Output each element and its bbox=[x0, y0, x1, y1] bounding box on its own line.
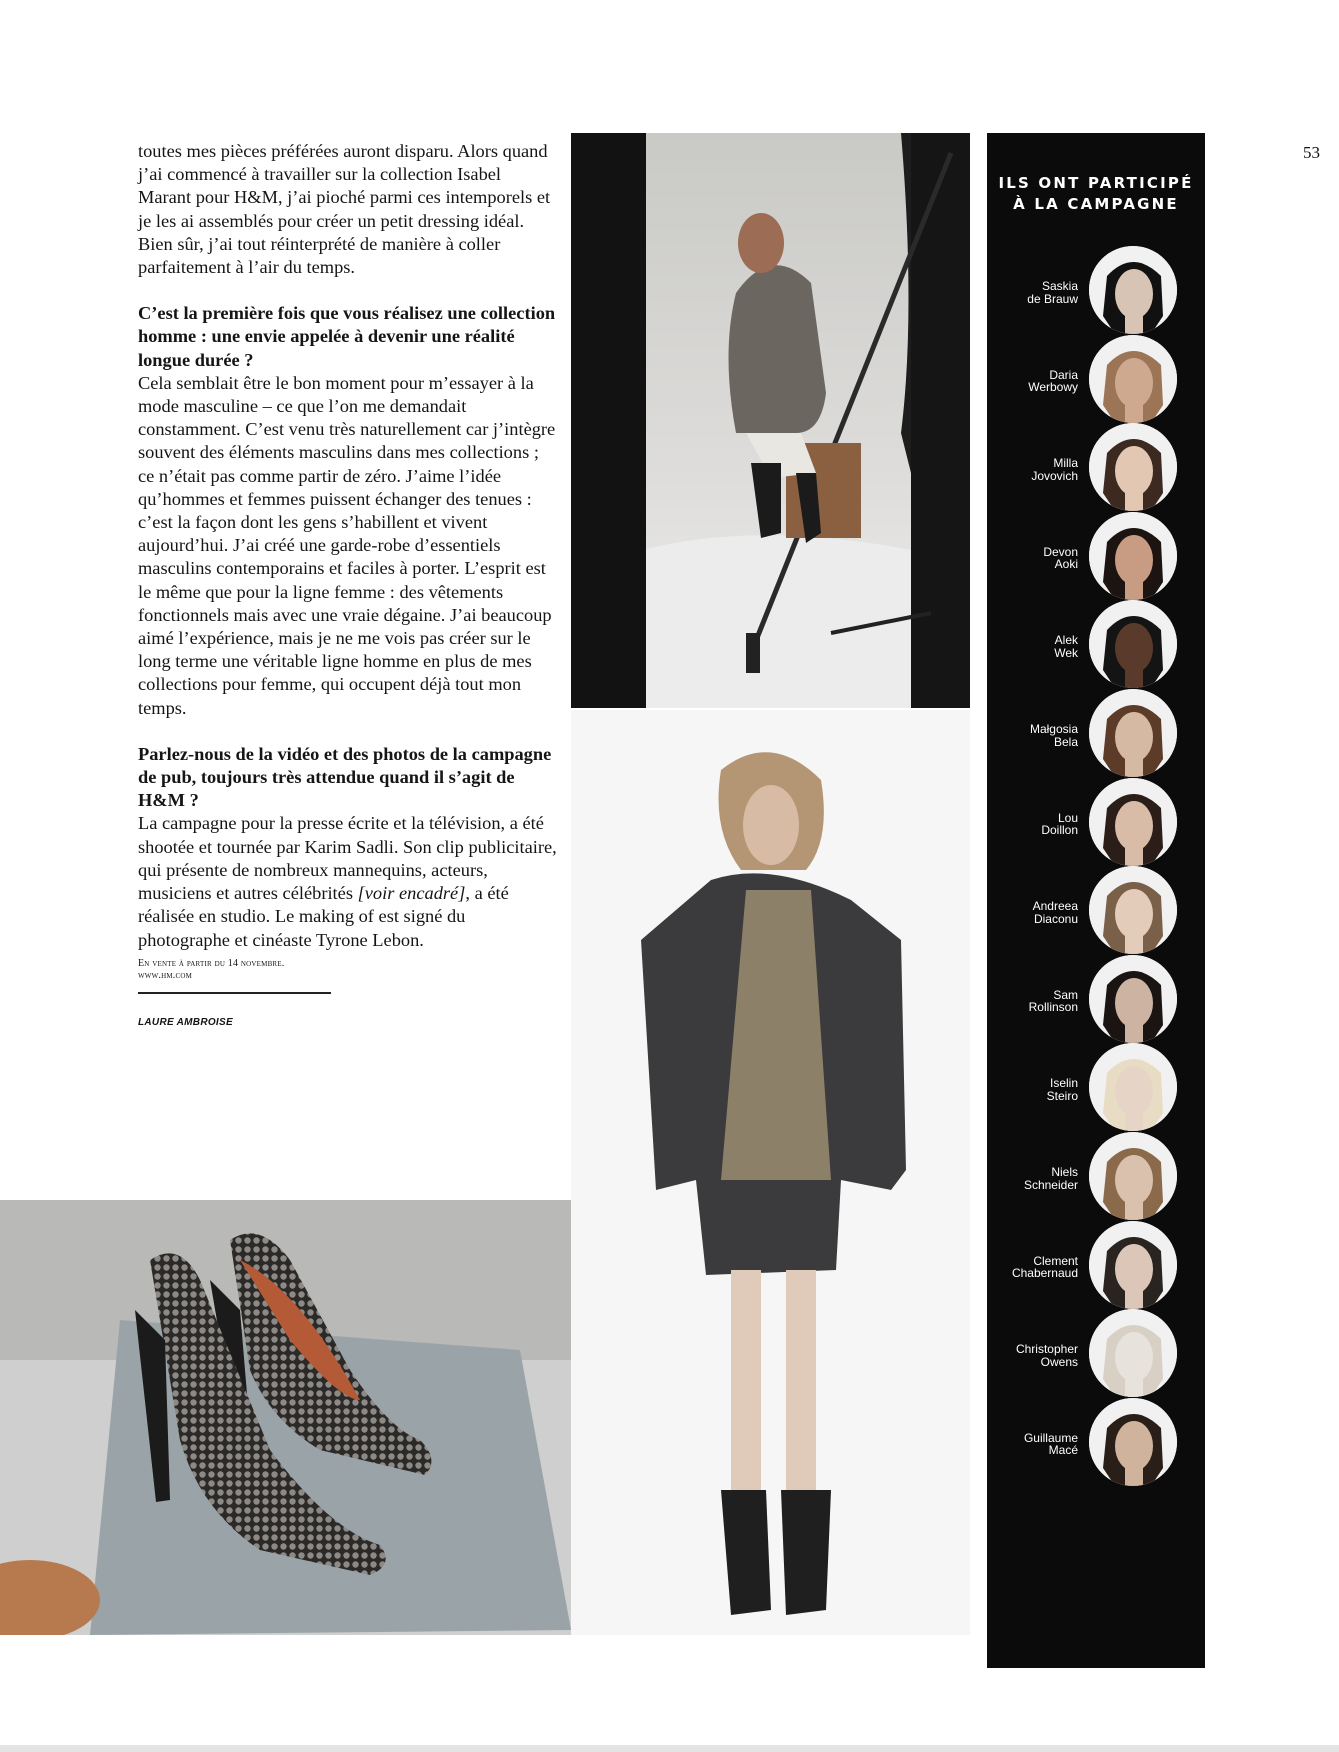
person-last-name: Aoki bbox=[1054, 557, 1078, 572]
person-first-name: Saskia bbox=[1041, 279, 1078, 293]
person-name bbox=[978, 280, 1078, 305]
person-name bbox=[978, 369, 1078, 394]
person-last-name: de Brauw bbox=[1027, 291, 1078, 306]
person-name bbox=[978, 634, 1078, 659]
campaign-person bbox=[987, 512, 1205, 602]
person-first-name: Christopher bbox=[1015, 1342, 1078, 1357]
sidebar-title bbox=[987, 173, 1205, 215]
article-paragraph: toutes mes pièces préférées auront disparu. Alors quand j’ai commencé à travailler sur la collection Isabel Marant pour H&M, j’ai pioché parmi ces intemporels et je les ai assemblés pour créer un petit dressing idéal. Bien sûr, j’ai tout réinterprété de manière à coller parfaitement à l’air du temps. bbox=[138, 141, 551, 278]
page-footer-band bbox=[0, 1745, 1339, 1752]
campaign-person bbox=[987, 866, 1205, 956]
person-portrait bbox=[1089, 1309, 1177, 1397]
person-portrait bbox=[1089, 423, 1177, 511]
person-name bbox=[978, 1343, 1078, 1368]
person-last-name: Macé bbox=[1048, 1443, 1078, 1458]
person-portrait bbox=[1089, 1221, 1177, 1309]
person-first-name: Devon bbox=[1043, 544, 1078, 559]
person-name bbox=[978, 1077, 1078, 1102]
person-first-name: Guillaume bbox=[1023, 1430, 1078, 1445]
divider bbox=[138, 992, 331, 994]
person-portrait bbox=[1089, 1398, 1177, 1486]
person-first-name: Andreea bbox=[1032, 899, 1078, 914]
see-box-note: [voir encadré] bbox=[357, 883, 466, 904]
person-portrait bbox=[1089, 246, 1177, 334]
campaign-person bbox=[987, 1132, 1205, 1222]
sale-date: En vente à partir du 14 novembre. bbox=[138, 957, 285, 969]
studio-photo bbox=[571, 133, 970, 708]
campaign-person bbox=[987, 335, 1205, 425]
person-name bbox=[978, 457, 1078, 482]
campaign-person bbox=[987, 1043, 1205, 1133]
shoes-photo bbox=[0, 1200, 571, 1635]
person-last-name: Wek bbox=[1054, 645, 1078, 660]
person-last-name: Steiro bbox=[1046, 1088, 1078, 1103]
person-portrait bbox=[1089, 1132, 1177, 1220]
person-first-name: Sam bbox=[1053, 987, 1078, 1002]
campaign-person bbox=[987, 955, 1205, 1045]
campaign-person bbox=[987, 1221, 1205, 1311]
person-first-name: Małgosia bbox=[1029, 722, 1078, 736]
person-portrait bbox=[1089, 778, 1177, 866]
campaign-person bbox=[987, 423, 1205, 513]
person-portrait bbox=[1089, 689, 1177, 777]
person-first-name: Clement bbox=[1033, 1253, 1078, 1268]
article-column bbox=[138, 140, 558, 1034]
campaign-person bbox=[987, 689, 1205, 779]
person-first-name: Alek bbox=[1054, 633, 1078, 648]
person-name bbox=[978, 1255, 1078, 1280]
person-name bbox=[978, 900, 1078, 925]
person-last-name: Schneider bbox=[1023, 1177, 1078, 1192]
person-last-name: Rollinson bbox=[1028, 1000, 1078, 1015]
campaign-person bbox=[987, 246, 1205, 336]
campaign-person bbox=[987, 1398, 1205, 1488]
person-first-name: Daria bbox=[1049, 367, 1078, 382]
person-first-name: Milla bbox=[1053, 456, 1078, 471]
person-last-name: Werbowy bbox=[1028, 380, 1078, 395]
campaign-person bbox=[987, 600, 1205, 690]
person-last-name: Jovovich bbox=[1031, 468, 1078, 483]
page-number: 53 bbox=[1303, 143, 1320, 162]
person-name bbox=[978, 989, 1078, 1014]
person-last-name: Doillon bbox=[1041, 823, 1078, 838]
person-last-name: Bela bbox=[1053, 734, 1078, 749]
campaign-person bbox=[987, 778, 1205, 868]
interview-question: Parlez-nous de la vidéo et des photos de la campagne de pub, toujours très attendue quand il s’agit de H&M ? bbox=[138, 743, 552, 811]
sidebar-title-line: ILS ONT PARTICIPÉ bbox=[998, 174, 1194, 192]
answer-text: , a été réalisée en studio. Le making of est signé du photographe et cinéaste Tyrone Lebon. bbox=[138, 883, 509, 950]
person-portrait bbox=[1089, 1043, 1177, 1131]
person-portrait bbox=[1089, 600, 1177, 688]
person-last-name: Diaconu bbox=[1033, 911, 1078, 926]
person-name bbox=[978, 1166, 1078, 1191]
person-first-name: Niels bbox=[1051, 1165, 1078, 1179]
model-photo bbox=[571, 710, 970, 1635]
person-portrait bbox=[1089, 512, 1177, 600]
person-first-name: Lou bbox=[1057, 810, 1078, 825]
website: www.hm.com bbox=[138, 969, 193, 981]
interview-answer bbox=[138, 812, 558, 951]
person-name bbox=[978, 812, 1078, 837]
author-byline: LAURE AMBROISE bbox=[138, 1016, 233, 1028]
campaign-person bbox=[987, 1309, 1205, 1399]
answer-text: La campagne pour la presse écrite et la télévision, a été shootée et tournée par Karim Sadli. Son clip publicitaire, qui présente de nombreux mannequins, acteurs, musiciens et autres célébrités bbox=[138, 813, 557, 904]
person-name bbox=[978, 546, 1078, 571]
interview-question: C’est la première fois que vous réalisez une collection homme : une envie appelée à devenir une réalité longue durée ? bbox=[138, 303, 556, 370]
person-portrait bbox=[1089, 866, 1177, 954]
person-portrait bbox=[1089, 335, 1177, 423]
sidebar-title-line: À LA CAMPAGNE bbox=[1013, 195, 1179, 213]
person-name bbox=[978, 723, 1078, 748]
interview-answer: Cela semblait être le bon moment pour m’essayer à la mode masculine – ce que l’on me demandait constamment. C’est venu très naturellement car j’intègre souvent des éléments masculins dans mes collections ; ce n’était pas comme partir de zéro. J’aime l’idée qu’hommes et femmes puissent échanger des tenues : c’est la façon dont les gens s’habillent et vivent aujourd’hui. J’ai créé une garde-robe d’essentiels masculins contemporains et faciles à porter. L’esprit est le même que pour la ligne femme : des vêtements fonctionnels mais avec une vraie dégaine. J’ai beaucoup aimé l’expérience, mais je ne me vois pas créer sur le long terme une véritable ligne homme en plus de mes collections pour femme, qui occupent déjà tout mon temps. bbox=[138, 372, 556, 718]
person-last-name: Owens bbox=[1040, 1354, 1078, 1369]
campaign-sidebar bbox=[987, 133, 1205, 1668]
person-last-name: Chabernaud bbox=[1011, 1266, 1078, 1281]
person-first-name: Iselin bbox=[1049, 1076, 1078, 1091]
person-portrait bbox=[1089, 955, 1177, 1043]
person-name bbox=[978, 1432, 1078, 1457]
